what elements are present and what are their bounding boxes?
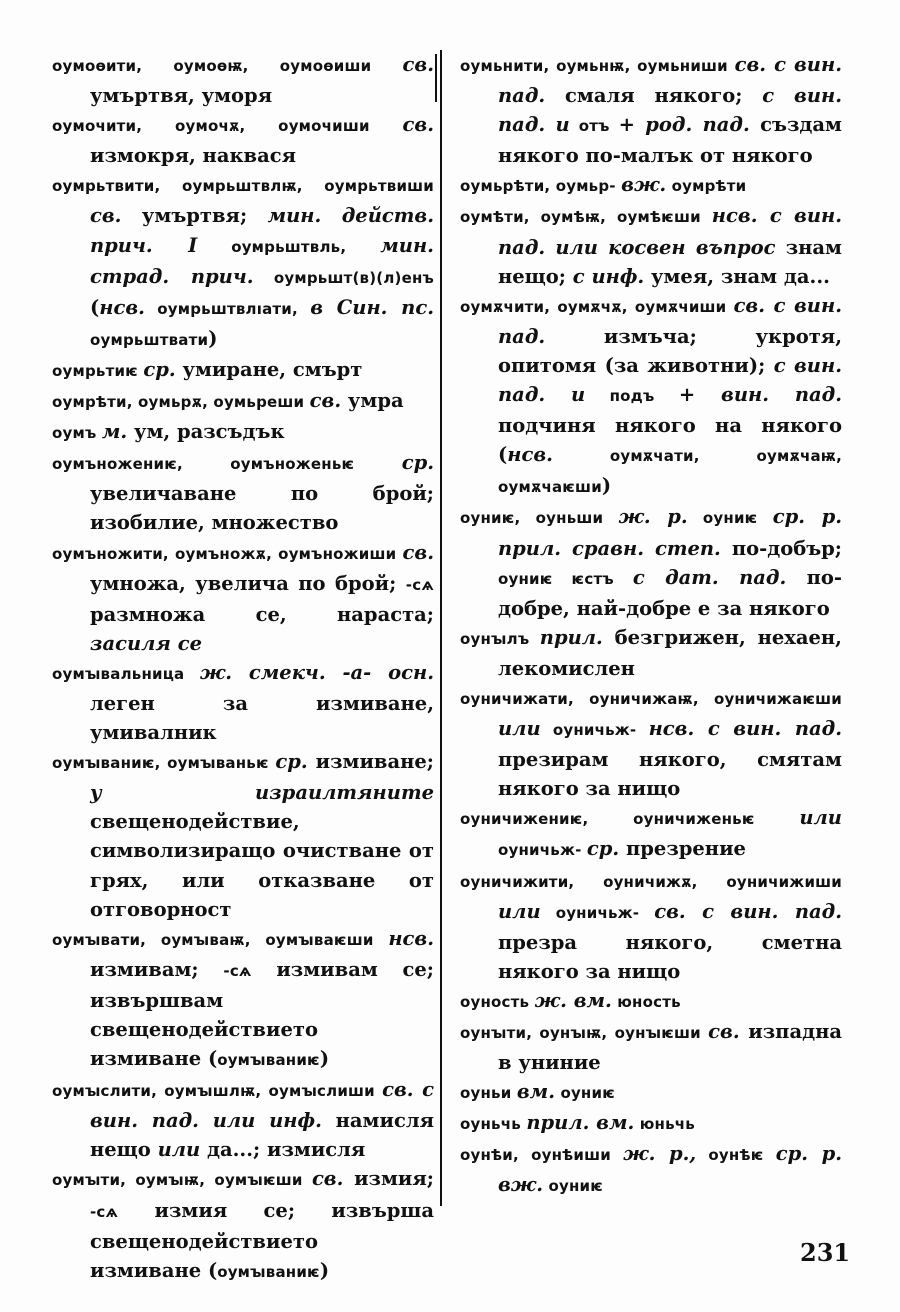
definition-text: измивам се; извършвам свещенодействието измиване ( — [90, 957, 434, 1071]
definition-text: измокря, наквася — [90, 144, 297, 168]
grammar-label: или — [498, 717, 541, 741]
grammar-label: с вин. пад. и — [498, 353, 842, 407]
grammar-label: или — [799, 806, 842, 830]
headword: подъ — [585, 387, 679, 406]
headword: юность — [611, 992, 681, 1011]
definition-text: умиране, смърт — [175, 357, 363, 381]
headword: -сѧ — [223, 961, 252, 980]
grammar-label: св. с вин. пад. или инф. — [90, 1078, 434, 1133]
grammar-label: ср. — [143, 357, 176, 381]
grammar-label: вин. пад. — [721, 383, 842, 407]
definition-text: смаля някого; — [545, 84, 763, 108]
headword: оумрьшт(в)(л)енъ — [253, 268, 434, 287]
headword: оумꙑваниѥ, оумꙑваньѥ — [52, 754, 276, 773]
headword: оуничьж- — [540, 721, 649, 740]
definition-text: умея, знам да... — [644, 264, 830, 288]
grammar-label: мин. действ. прич. I — [90, 204, 434, 257]
dictionary-entry — [460, 1017, 842, 1077]
grammar-label: с вин. пад. и — [498, 84, 843, 137]
grammar-label: род. пад. — [645, 113, 750, 137]
headword: оумрьштвлıати, — [144, 299, 311, 318]
grammar-label: ж. р., — [623, 1142, 697, 1166]
definition-text: ) — [319, 1258, 330, 1282]
definition-text: ) — [208, 326, 218, 350]
dictionary-entry — [52, 448, 434, 537]
grammar-label: ср. — [586, 837, 620, 861]
grammar-label: св. с вин. пад. — [498, 53, 842, 108]
headword: оумрѣти — [666, 177, 747, 196]
dictionary-entry — [52, 658, 434, 747]
headword: оуничижати, оуничижаѭ, оуничижаѥши — [460, 689, 842, 708]
headword: оумѣти, оумѣѭ, оумѣѥши — [460, 208, 712, 227]
definition-text: знам нещо; — [498, 235, 842, 288]
grammar-label: св. — [402, 113, 434, 137]
grammar-label: св. — [708, 1020, 740, 1043]
definition-text: умъртвя; — [121, 204, 268, 228]
definition-text: по-добър; — [720, 536, 842, 560]
grammar-label: св. — [311, 1167, 344, 1191]
dictionary-entry — [52, 386, 434, 417]
dictionary-entry — [52, 417, 434, 448]
headword: оумрьтиѥ — [52, 361, 144, 380]
grammar-label: мин. страд. прич. — [90, 233, 434, 288]
headword: оунꙑти, оунꙑѭ, оунꙑѥши — [460, 1024, 709, 1042]
grammar-label: ср. р. прил. сравн. степ. — [498, 505, 843, 560]
grammar-label: ж. смекч. -а- осн. — [199, 660, 434, 684]
definition-text: измивам; — [90, 957, 224, 981]
dictionary-entry — [460, 986, 842, 1017]
headword: оуниѥ — [543, 1177, 604, 1196]
definition-text: умра — [341, 389, 404, 413]
headword: оуниѥ, оуньши — [460, 509, 619, 528]
headword: оумꙑвальница — [52, 664, 200, 683]
headword: оумьнити, оумьнѭ, оумьниши — [460, 57, 735, 75]
dictionary-entry — [52, 924, 434, 1075]
column-divider-double-mark — [435, 54, 437, 102]
headword: оумочити, оумочѫ, оумочиши — [52, 117, 403, 136]
grammar-label: или — [498, 899, 541, 923]
definition-text: ум, разсъдък — [127, 420, 285, 444]
grammar-label: нсв. — [507, 443, 553, 467]
grammar-label: св. — [90, 204, 122, 228]
definition-text: измия; — [343, 1167, 434, 1191]
definition-text: + — [678, 383, 722, 407]
dictionary-entry — [52, 538, 434, 658]
headword: оумꙑти, оумꙑѭ, оумꙑѥши — [52, 1171, 312, 1190]
dictionary-entry — [52, 1075, 434, 1164]
headword: оуниѥ — [687, 509, 773, 528]
grammar-label: св. с вин. пад. — [498, 293, 842, 348]
dictionary-entry — [52, 355, 434, 386]
definition-text: леген за измиване, умивалник — [90, 691, 434, 745]
grammar-label: прил. вм. — [526, 1111, 635, 1135]
definition-text: измиване; — [307, 750, 434, 774]
definition-text: умножа, увелича по брой; — [90, 571, 406, 595]
headword: оуность — [460, 992, 535, 1011]
grammar-label: засиля се — [90, 631, 202, 655]
definition-text: намисля нещо — [90, 1109, 434, 1162]
definition-text: да...; измисля — [200, 1138, 366, 1162]
left-column — [52, 50, 434, 1287]
headword: оунѣѥ — [696, 1146, 776, 1165]
headword: оуничижити, оуничижѫ, оуничижиши — [460, 872, 842, 891]
grammar-label: ж. вм. — [534, 988, 612, 1012]
dictionary-entry — [460, 1139, 842, 1201]
headword: оуньчь — [460, 1115, 527, 1134]
definition-text: създам някого по-малък от някого — [498, 113, 842, 168]
grammar-label: ср. — [275, 750, 308, 774]
grammar-label: св. — [402, 540, 434, 564]
definition-text: по-добре, най-добре е за някого — [498, 565, 843, 620]
grammar-label: нсв. с вин. пад. или косвен въпрос — [498, 204, 843, 259]
definition-text: увеличаване по брой; изобилие, множество — [90, 482, 434, 535]
grammar-label: у израилтяните — [90, 781, 434, 805]
headword: оунꙑлъ — [460, 629, 540, 648]
grammar-label: вж. — [621, 173, 667, 197]
definition-text: ( — [90, 295, 100, 319]
headword: отъ — [569, 117, 619, 136]
dictionary-entry — [460, 803, 842, 865]
headword: оумъножениѥ, оумъноженьѥ — [52, 455, 402, 474]
headword: оумъ — [52, 424, 102, 443]
definition-text: свещенодействие, символизиращо очистване от грях, или отказване от отговорност — [90, 810, 434, 921]
column-divider — [440, 50, 442, 1206]
headword: оумѫчати, оумѫчаѭ, оумѫчаѥши — [498, 447, 842, 497]
headword: юньчь — [634, 1115, 695, 1134]
grammar-label: прил. — [539, 625, 603, 649]
grammar-label: св. — [402, 53, 434, 76]
definition-text: презра някого, сметна някого за нищо — [498, 930, 842, 983]
definition-text: безгрижен, нехаен, лекомислен — [498, 625, 842, 680]
definition-text: презрение — [619, 837, 746, 861]
headword: оумъножити, оумъножѫ, оумъножиши — [52, 544, 403, 563]
dictionary-entry — [460, 291, 842, 503]
page-number: 231 — [800, 1238, 851, 1267]
dictionary-entry — [460, 50, 842, 170]
definition-text: подчиня някого на някого ( — [498, 414, 842, 467]
dictionary-entry — [460, 201, 842, 290]
headword: оуниѥ — [555, 1084, 615, 1103]
dictionary-entry — [460, 1108, 842, 1139]
grammar-label: нсв. с вин. пад. — [648, 717, 842, 741]
dictionary-entry — [460, 170, 842, 201]
headword: оуничьж- — [540, 903, 655, 922]
definition-text: презирам някого, смятам някого за нищо — [498, 748, 842, 801]
definition-text: изпадна в униние — [498, 1020, 842, 1075]
grammar-label: ж. р. — [618, 505, 688, 529]
right-column — [460, 50, 842, 1202]
dictionary-entry — [52, 1164, 434, 1286]
definition-text: умъртвя, уморя — [90, 84, 273, 108]
dictionary-entry — [52, 110, 434, 170]
grammar-label: в Син. пс. — [310, 295, 434, 319]
grammar-label: или — [157, 1138, 201, 1162]
grammar-label: м. — [101, 420, 128, 444]
headword: оуничижениѥ, оуничиженьѥ — [460, 810, 800, 829]
headword: оумꙑвати, оумꙑваѭ, оумꙑваѥши — [52, 930, 389, 949]
dictionary-entry — [460, 683, 842, 803]
dictionary-entry — [460, 1077, 842, 1108]
definition-text: ) — [601, 474, 612, 498]
headword: оумрѣти, оумьрѫ, оумьреши — [52, 393, 310, 412]
headword: оуньи — [460, 1084, 517, 1103]
grammar-label: с дат. пад. — [632, 565, 787, 589]
dictionary-entry — [460, 866, 842, 986]
definition-text: размножа се, нараста; — [90, 602, 434, 626]
grammar-label: нсв. — [99, 295, 145, 319]
headword: оумрьтвити, оумрьштвлѭ, оумрьтвиши — [52, 177, 434, 196]
headword: оуниѥ ѥстъ — [498, 569, 633, 588]
headword: -сѧ — [405, 575, 434, 594]
grammar-label: ср. р. вж. — [498, 1142, 842, 1197]
grammar-label: с инф. — [572, 264, 645, 288]
grammar-label: св. — [309, 389, 342, 413]
dictionary-entry — [52, 170, 434, 355]
grammar-label: нсв. — [388, 926, 434, 950]
headword: оумꙑваниѥ — [217, 1051, 320, 1070]
definition-text: измъча; укротя, опитомя (за животни); — [498, 324, 842, 377]
grammar-label: ср. — [401, 451, 434, 475]
headword: оунѣи, оунѣиши — [460, 1146, 624, 1165]
headword: оумьрѣти, оумьр- — [460, 177, 622, 196]
grammar-label: вм. — [516, 1080, 556, 1104]
headword: оумрьштвати — [90, 330, 209, 349]
grammar-label: св. с вин. пад. — [654, 899, 843, 923]
dictionary-entry — [52, 50, 434, 110]
dictionary-entry — [460, 623, 842, 683]
headword: оуничьж- — [498, 841, 587, 860]
headword: оумꙑслити, оумꙑшлѭ, оумꙑслиши — [52, 1082, 383, 1101]
definition-text: + — [618, 113, 646, 137]
headword: оумрьштвль, — [197, 237, 381, 256]
definition-text: ) — [319, 1047, 330, 1071]
headword: оумѫчити, оумѫчѫ, оумѫчиши — [460, 297, 734, 316]
dictionary-entry — [460, 502, 842, 622]
headword: оумоѳити, оумоѳѭ, оумоѳиши — [52, 57, 403, 75]
definition-text: измия се; извърша свещенодействието измиване ( — [90, 1198, 434, 1282]
headword: оумꙑваниѥ — [217, 1262, 320, 1281]
dictionary-entry — [52, 747, 434, 924]
headword: -сѧ — [90, 1202, 119, 1221]
